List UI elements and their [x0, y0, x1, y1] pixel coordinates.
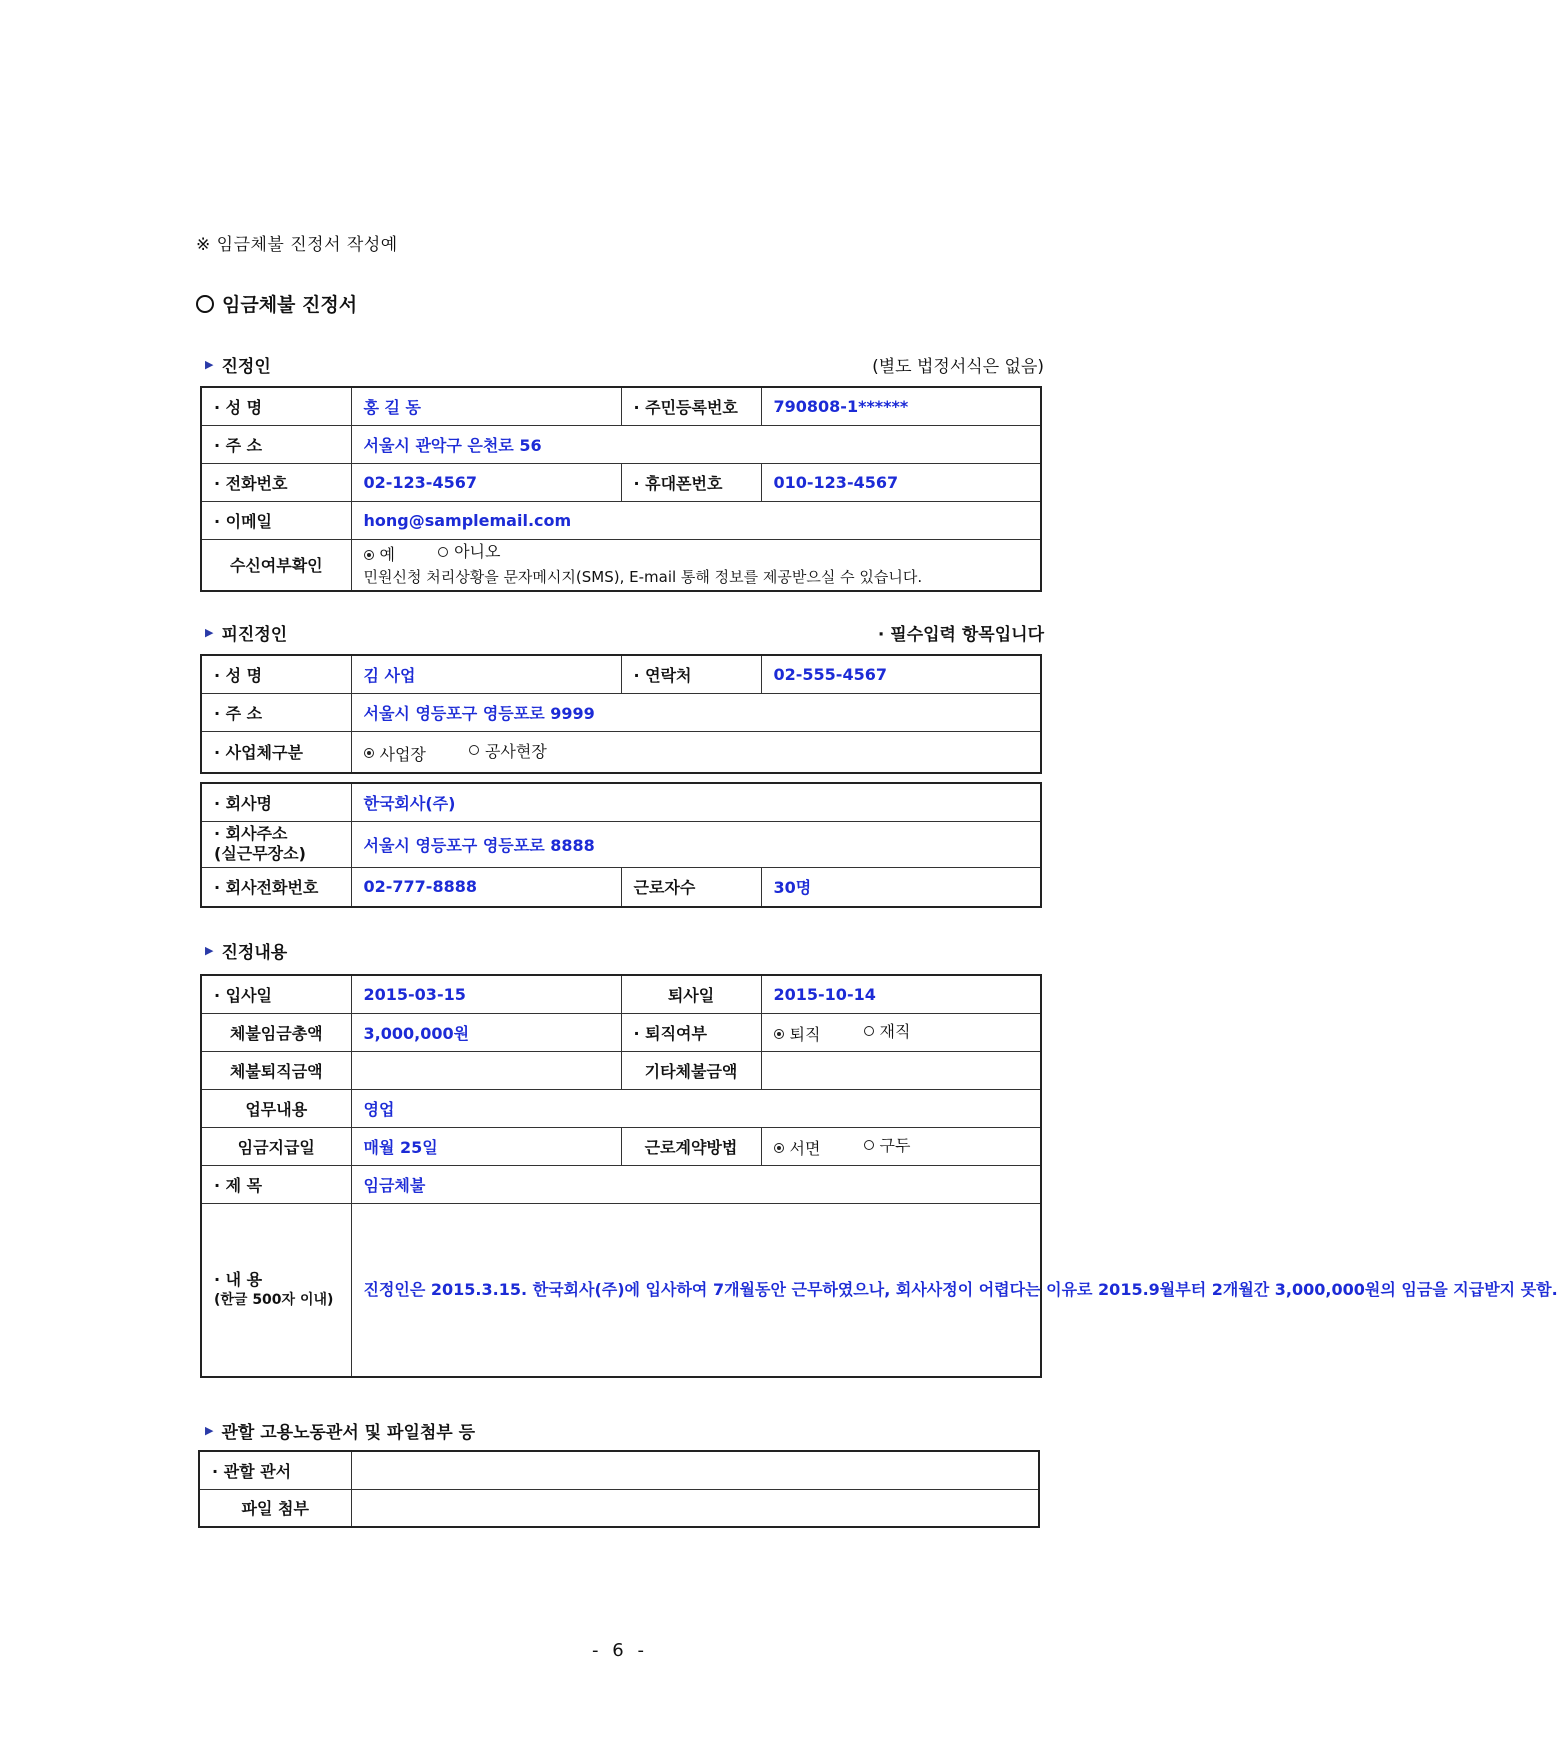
document-title — [196, 290, 357, 317]
company-address-label: · 회사주소 (실근무장소) — [201, 821, 351, 867]
section-petitioner-title: 진정인 — [221, 357, 271, 377]
section-office-title: 관할 고용노동관서 및 파일첨부 등 — [221, 1423, 476, 1443]
other-unpaid-value[interactable] — [761, 1051, 1041, 1089]
respondent-contact-label: · 연락처 — [621, 655, 761, 693]
content-label: · 내 용 (한글 500자 이내) — [201, 1203, 351, 1377]
radio-empty-icon — [864, 1026, 874, 1036]
triangle-bullet-icon: ▶ — [205, 1424, 214, 1437]
contract-cell — [761, 1127, 1041, 1165]
petitioner-table — [200, 386, 1042, 592]
office-label: · 관할 관서 — [199, 1451, 351, 1489]
respondent-name-label: · 성 명 — [201, 655, 351, 693]
section-petition-heading — [205, 938, 287, 963]
radio-checked-icon — [774, 1029, 784, 1039]
section-petitioner-heading — [205, 352, 271, 377]
petitioner-email-label: · 이메일 — [201, 501, 351, 539]
leave-date-value: 2015-10-14 — [761, 975, 1041, 1013]
circle-bullet-icon — [196, 295, 214, 313]
content-value: 진정인은 2015.3.15. 한국회사(주)에 입사하여 7개월동안 근무하였으나, 회사사정이 어렵다는 이유로 2015.9월부터 2개월간 3,000,000원의 임금을 지급받지 못함. — [351, 1203, 1041, 1377]
payday-value: 매월 25일 — [351, 1127, 621, 1165]
radio-empty-icon — [864, 1140, 874, 1150]
petitioner-mobile-label: · 휴대폰번호 — [621, 463, 761, 501]
petitioner-name-value: 홍 길 동 — [351, 387, 621, 425]
retired-label: · 퇴직여부 — [621, 1013, 761, 1051]
business-type-label: · 사업체구분 — [201, 731, 351, 773]
petitioner-rrn-label: · 주민등록번호 — [621, 387, 761, 425]
radio-checked-icon — [774, 1143, 784, 1153]
petitioner-address-value: 서울시 관악구 은천로 56 — [351, 425, 1041, 463]
respondent-side-note: · 필수입력 항목입니다 — [877, 625, 1044, 645]
join-date-value: 2015-03-15 — [351, 975, 621, 1013]
triangle-bullet-icon: ▶ — [205, 358, 214, 371]
retired-no-radio[interactable]: 재직 — [864, 1019, 911, 1042]
respondent-address-value: 서울시 영등포구 영등포로 9999 — [351, 693, 1041, 731]
petitioner-mobile-value: 010-123-4567 — [761, 463, 1041, 501]
job-label: 업무내용 — [201, 1089, 351, 1127]
consent-note: 민원신청 처리상황을 문자메시지(SMS), E-mail 통해 정보를 제공받으실 수 있습니다. — [363, 568, 923, 587]
unpaid-total-label: 체불임금총액 — [201, 1013, 351, 1051]
radio-empty-icon — [469, 745, 479, 755]
section-respondent-heading — [205, 620, 287, 645]
other-unpaid-label: 기타체불금액 — [621, 1051, 761, 1089]
business-type-construction-radio[interactable]: 공사현장 — [469, 739, 547, 762]
section-petition-title: 진정내용 — [221, 943, 288, 963]
contract-verbal-radio[interactable]: 구두 — [864, 1133, 911, 1156]
consent-label: 수신여부확인 — [201, 539, 351, 591]
petitioner-phone-label: · 전화번호 — [201, 463, 351, 501]
file-attach-value[interactable] — [351, 1489, 1039, 1527]
business-type-site-radio[interactable]: 사업장 — [364, 742, 426, 765]
section-respondent-title: 피진정인 — [221, 625, 288, 645]
company-name-value: 한국회사(주) — [351, 783, 1041, 821]
respondent-contact-value: 02-555-4567 — [761, 655, 1041, 693]
radio-checked-icon — [364, 550, 374, 560]
example-note: ※ 임금체불 진정서 작성예 — [196, 235, 398, 255]
company-name-label: · 회사명 — [201, 783, 351, 821]
consent-yes-radio[interactable]: 예 — [364, 544, 395, 566]
consent-no-radio[interactable]: 아니오 — [438, 541, 500, 563]
petition-table — [200, 974, 1558, 1378]
severance-label: 체불퇴직금액 — [201, 1051, 351, 1089]
contract-written-radio[interactable]: 서면 — [774, 1136, 821, 1159]
company-address-value: 서울시 영등포구 영등포로 8888 — [351, 821, 1041, 867]
join-date-label: · 입사일 — [201, 975, 351, 1013]
workers-value: 30명 — [761, 867, 1041, 907]
company-phone-value: 02-777-8888 — [351, 867, 621, 907]
respondent-table — [200, 654, 1042, 774]
triangle-bullet-icon: ▶ — [205, 944, 214, 957]
workers-label: 근로자수 — [621, 867, 761, 907]
consent-cell — [351, 539, 1041, 591]
page-number: - 6 - — [592, 1640, 648, 1661]
triangle-bullet-icon: ▶ — [205, 626, 214, 639]
petitioner-address-label: · 주 소 — [201, 425, 351, 463]
section-office-heading — [205, 1418, 475, 1443]
company-phone-label: · 회사전화번호 — [201, 867, 351, 907]
office-value[interactable] — [351, 1451, 1039, 1489]
petitioner-phone-value: 02-123-4567 — [351, 463, 621, 501]
petitioner-name-label: · 성 명 — [201, 387, 351, 425]
unpaid-total-value: 3,000,000원 — [351, 1013, 621, 1051]
retired-cell — [761, 1013, 1041, 1051]
business-type-cell — [351, 731, 1041, 773]
petitioner-email-value: hong@samplemail.com — [351, 501, 1041, 539]
job-value: 영업 — [351, 1089, 1041, 1127]
respondent-address-label: · 주 소 — [201, 693, 351, 731]
leave-date-label: 퇴사일 — [621, 975, 761, 1013]
contract-label: 근로계약방법 — [621, 1127, 761, 1165]
company-table — [200, 782, 1042, 908]
severance-value[interactable] — [351, 1051, 621, 1089]
office-table — [198, 1450, 1040, 1528]
respondent-name-value: 김 사업 — [351, 655, 621, 693]
subject-label: · 제 목 — [201, 1165, 351, 1203]
radio-checked-icon — [364, 748, 374, 758]
document-title-text: 임금체불 진정서 — [222, 294, 358, 316]
petitioner-rrn-value: 790808-1****** — [761, 387, 1041, 425]
payday-label: 임금지급일 — [201, 1127, 351, 1165]
radio-empty-icon — [438, 547, 448, 557]
petitioner-side-note: (별도 법정서식은 없음) — [872, 357, 1044, 377]
subject-value: 임금체불 — [351, 1165, 1041, 1203]
retired-yes-radio[interactable]: 퇴직 — [774, 1022, 821, 1045]
file-attach-label: 파일 첨부 — [199, 1489, 351, 1527]
